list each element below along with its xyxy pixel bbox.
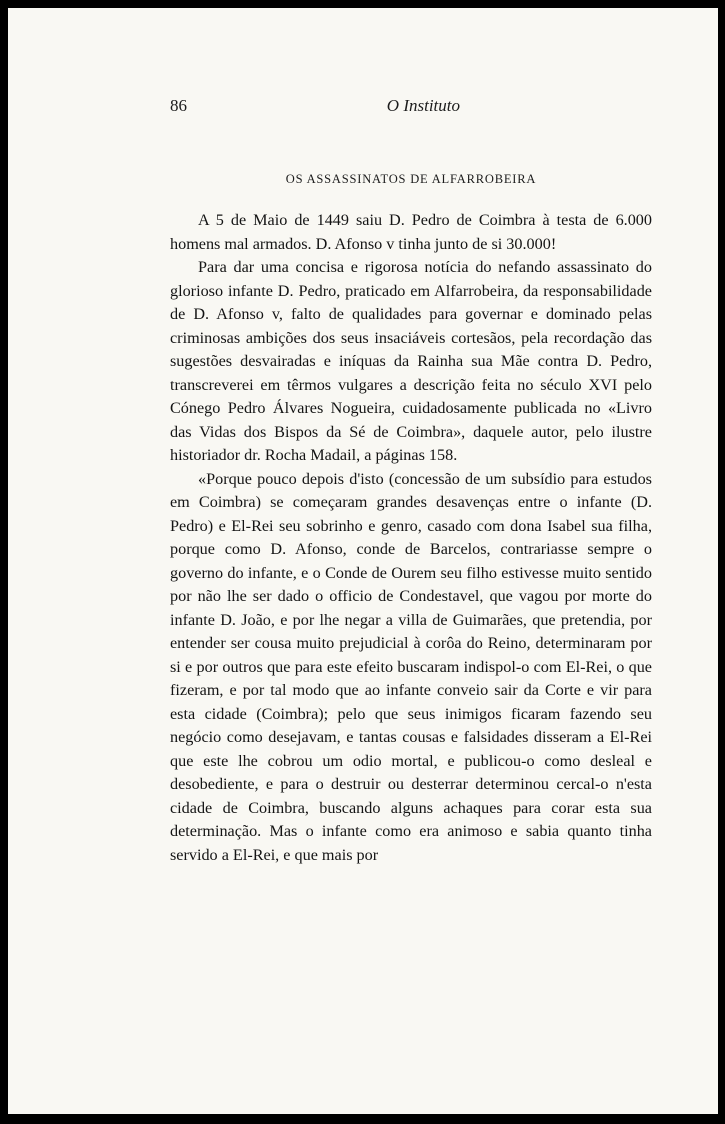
running-title: O Instituto	[386, 96, 460, 115]
document-page	[8, 8, 718, 1114]
body-text	[170, 209, 652, 867]
paragraph-1: A 5 de Maio de 1449 saiu D. Pedro de Coimbra à testa de 6.000 homens mal armados. D. Afonso v tinha junto de si 30.000!	[170, 211, 652, 253]
section-title: OS ASSASSINATOS DE ALFARROBEIRA	[285, 172, 537, 186]
page-header	[170, 96, 460, 126]
paragraph-2: Para dar uma concisa e rigorosa notícia do nefando assassinato do glorioso infante D. Pedro, praticado em Alfarrobeira, da responsabilidade de D. Afonso v, falto de qualidades para governar e dominado pelas criminosas ambições dos seus insaciáveis cortesãos, pela recordação das sugestões desvairadas e iníquas da Rainha sua Mãe contra D. Pedro, transcreverei em têrmos vulgares a descrição feita no século XVI pelo Cónego Pedro Álvares Nogueira, cuidadosamente publicada no «Livro das Vidas dos Bispos da Sé de Coimbra», daquele autor, pelo ilustre historiador dr. Rocha Madail, a páginas 158.	[170, 258, 652, 464]
paragraph-3: «Porque pouco depois d'isto (concessão de um subsídio para estudos em Coimbra) se começaram grandes desavenças entre o infante (D. Pedro) e El-Rei seu sobrinho e genro, casado com dona Isabel sua filha, porque como D. Afonso, conde de Barcelos, contrariasse sempre o governo do infante, e o Conde de Ourem seu filho estivesse muito sentido por não lhe ser dado o officio de Condestavel, que vagou por morte do infante D. João, e por lhe negar a villa de Guimarães, que pretendia, por entender ser cousa muito prejudicial à corôa do Reino, determinaram por si e por outros que para este efeito buscaram indispol-o com El-Rei, o que fizeram, e por tal modo que ao infante conveio sair da Corte e vir para esta cidade (Coimbra); pelo que seus inimigos ficaram fazendo seu negócio como desejavam, e tantas cousas e falsidades disseram a El-Rei que este lhe cobrou um odio mortal, e publicou-o como desleal e desobediente, e para o destruir ou desterrar determinou cercal-o n'esta cidade de Coimbra, buscando alguns achaques para corar esta sua determinação. Mas o infante como era animoso e sabia quanto tinha servido a El-Rei, e que mais por	[170, 469, 652, 864]
page-number: 86	[170, 96, 187, 115]
